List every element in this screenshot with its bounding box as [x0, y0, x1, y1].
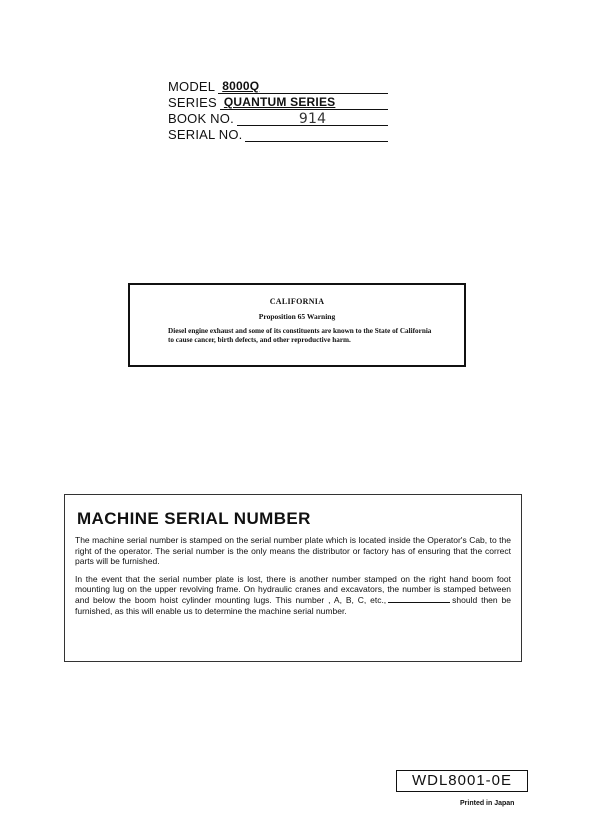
model-field	[218, 80, 388, 94]
book-value: 914	[298, 111, 327, 127]
book-field	[237, 112, 388, 126]
warning-subtitle: Proposition 65 Warning	[258, 312, 336, 321]
series-label: SERIES	[168, 95, 217, 110]
warning-body: Diesel engine exhaust and some of its constituents are known to the State of California to cause cancer, birth defects, and other reproductive harm.	[168, 327, 432, 344]
machine-serial-section	[64, 494, 522, 662]
serial-row	[168, 126, 388, 142]
book-row	[168, 110, 388, 126]
model-label: MODEL	[168, 79, 216, 94]
series-row	[168, 94, 388, 110]
document-code: WDL8001-0E	[396, 770, 528, 792]
serial-paragraph-1: The machine serial number is stamped on the serial number plate which is located inside the Operator's Cab, to the right of the operator. The serial number is the only means the distributor or factory has of ensuring that the correct parts will be furnished.	[75, 535, 511, 567]
prop65-warning-box	[128, 283, 466, 367]
serial-section-title: MACHINE SERIAL NUMBER	[77, 509, 311, 528]
model-value: 8000Q	[222, 79, 260, 93]
fill-in-blank	[388, 595, 450, 603]
printed-in-label: Printed in Japan	[460, 800, 515, 807]
serial-field	[245, 128, 388, 142]
serial-paragraph-2-end: should then be furnished, as this will enable us to determine the machine serial number.	[75, 594, 511, 616]
identification-form	[168, 78, 388, 142]
serial-label: SERIAL NO.	[168, 127, 243, 142]
serial-paragraph-2	[75, 574, 511, 616]
model-row	[168, 78, 388, 94]
warning-title: CALIFORNIA	[269, 297, 325, 306]
series-value: QUANTUM SERIES	[223, 95, 336, 109]
serial-paragraph-2-start: In the event that the serial number plate is lost, there is another number stamped on the right hand boom foot mounting lug on the upper revolving frame. On hydraulic cranes and excavators, the number is stamped between and below the boom hoist cylinder mounting lugs. This number , A, B, C, etc.,	[75, 573, 511, 605]
series-field	[220, 96, 388, 110]
book-label: BOOK NO.	[168, 111, 234, 126]
